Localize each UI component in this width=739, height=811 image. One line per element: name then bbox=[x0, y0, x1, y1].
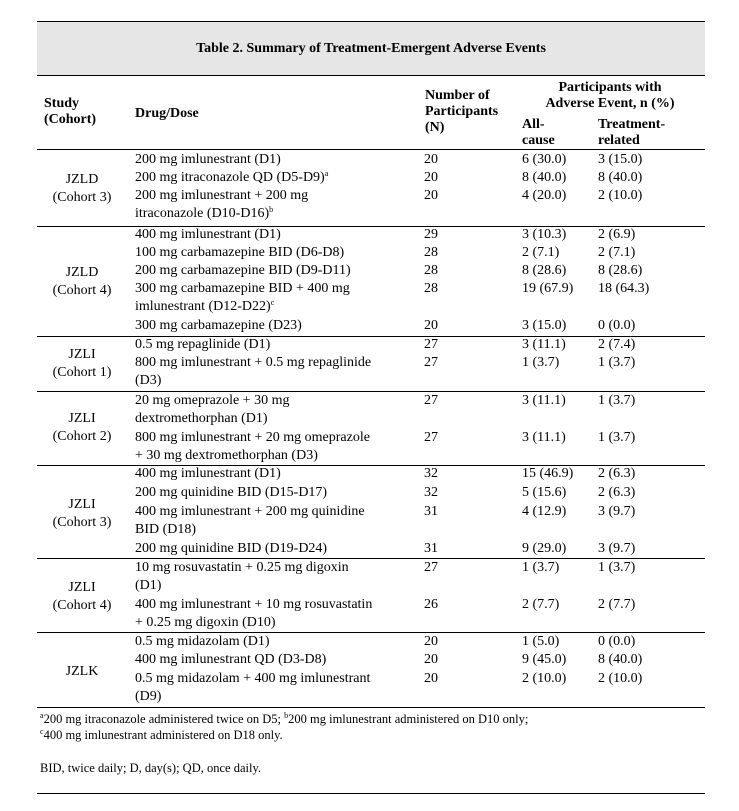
drug-dose-cell: 200 mg carbamazepine BID (D9-D11) bbox=[135, 263, 351, 278]
footnote-line-1: $^a$200 mg itraconazole administered twice on D5; $^b$200 mg imlunestrant administered on D10 only; bbox=[40, 711, 529, 726]
group-divider bbox=[37, 632, 705, 633]
participants-count-cell: 20 bbox=[424, 652, 438, 667]
drug-dose-cell: 200 mg itraconazole QD $(D5-D9)^a$ bbox=[135, 169, 329, 185]
all-cause-ae-cell: 15 (46.9) bbox=[522, 466, 574, 481]
all-cause-ae-cell: 1 (3.7) bbox=[522, 560, 560, 575]
drug-dose-cell-continued: BID (D18) bbox=[135, 522, 197, 537]
all-cause-ae-cell: 3 (11.1) bbox=[522, 337, 566, 352]
all-cause-ae-cell: 9 (29.0) bbox=[522, 541, 567, 556]
drug-dose-cell-continued: + 0.25 mg digoxin (D10) bbox=[135, 615, 276, 630]
treatment-related-ae-cell: 3 (9.7) bbox=[598, 504, 636, 519]
participants-count-cell: 27 bbox=[424, 337, 438, 352]
treatment-related-ae-cell: 3 (9.7) bbox=[598, 541, 636, 556]
study-cohort-label: JZLI (Cohort 1) bbox=[52, 347, 112, 380]
table-bottom-rule bbox=[37, 707, 705, 708]
drug-dose-cell: 200 mg quinidine BID (D19-D24) bbox=[135, 541, 328, 556]
drug-dose-cell: 400 mg imlunestrant + 10 mg rosuvastatin bbox=[135, 597, 373, 612]
treatment-related-ae-cell: 1 (3.7) bbox=[598, 430, 636, 445]
header-study: Study (Cohort) bbox=[44, 96, 97, 127]
all-cause-ae-cell: 2 (7.7) bbox=[522, 597, 560, 612]
drug-dose-cell: 800 mg imlunestrant + 20 mg omeprazole bbox=[135, 430, 370, 445]
treatment-related-ae-cell: 18 (64.3) bbox=[598, 281, 650, 296]
page-bottom-rule bbox=[37, 793, 705, 794]
drug-dose-cell: 300 mg carbamazepine (D23) bbox=[135, 318, 302, 333]
all-cause-ae-cell: 8 (28.6) bbox=[522, 263, 567, 278]
treatment-related-ae-cell: 8 (28.6) bbox=[598, 263, 643, 278]
drug-dose-cell: 300 mg carbamazepine BID + 400 mg bbox=[135, 281, 350, 296]
participants-count-cell: 20 bbox=[424, 318, 438, 333]
all-cause-ae-cell: 9 (45.0) bbox=[522, 652, 567, 667]
header-participants-with-ae: Participants with Adverse Event, n (%) bbox=[545, 80, 675, 111]
all-cause-ae-cell: 5 (15.6) bbox=[522, 485, 567, 500]
drug-dose-cell-continued: (D9) bbox=[135, 689, 162, 704]
study-cohort-label: JZLD (Cohort 4) bbox=[52, 265, 112, 298]
drug-dose-cell-continued: (D3) bbox=[135, 373, 162, 388]
participants-count-cell: 31 bbox=[424, 504, 438, 519]
participants-count-cell: 27 bbox=[424, 393, 438, 408]
all-cause-ae-cell: 8 (40.0) bbox=[522, 170, 567, 185]
drug-dose-cell-continued: dextromethorphan (D1) bbox=[135, 411, 268, 426]
treatment-related-ae-cell: 0 (0.0) bbox=[598, 634, 636, 649]
all-cause-ae-cell: 3 (10.3) bbox=[522, 227, 567, 242]
study-cohort-label: JZLI (Cohort 3) bbox=[52, 497, 112, 530]
treatment-related-ae-cell: 1 (3.7) bbox=[598, 393, 636, 408]
header-rule bbox=[37, 149, 705, 150]
footnote-line-2: $^c$400 mg imlunestrant administered on D18 only. bbox=[40, 727, 283, 742]
all-cause-ae-cell: 3 (15.0) bbox=[522, 318, 567, 333]
study-cohort-label: JZLI (Cohort 4) bbox=[52, 580, 112, 613]
participants-count-cell: 27 bbox=[424, 560, 438, 575]
all-cause-ae-cell: 4 (20.0) bbox=[522, 188, 567, 203]
header-treatment-related: Treatment- related bbox=[598, 117, 666, 148]
participants-count-cell: 32 bbox=[424, 485, 438, 500]
treatment-related-ae-cell: 0 (0.0) bbox=[598, 318, 636, 333]
drug-dose-cell-continued: + 30 mg dextromethorphan (D3) bbox=[135, 448, 318, 463]
drug-dose-cell-continued: (D1) bbox=[135, 578, 162, 593]
drug-dose-cell: 0.5 mg midazolam (D1) bbox=[135, 634, 270, 649]
treatment-related-ae-cell: 2 (6.3) bbox=[598, 466, 636, 481]
drug-dose-cell-continued: imlunestrant $(D12-D22)^c$ bbox=[135, 298, 275, 314]
treatment-related-ae-cell: 1 (3.7) bbox=[598, 560, 636, 575]
all-cause-ae-cell: 2 (10.0) bbox=[522, 671, 567, 686]
treatment-related-ae-cell: 2 (10.0) bbox=[598, 671, 643, 686]
participants-count-cell: 20 bbox=[424, 188, 438, 203]
header-all-cause: All- cause bbox=[522, 117, 555, 148]
treatment-related-ae-cell: 2 (7.1) bbox=[598, 245, 636, 260]
drug-dose-cell: 200 mg quinidine BID (D15-D17) bbox=[135, 485, 328, 500]
participants-count-cell: 31 bbox=[424, 541, 438, 556]
participants-count-cell: 28 bbox=[424, 281, 438, 296]
study-cohort-label: JZLI (Cohort 2) bbox=[52, 411, 112, 444]
treatment-related-ae-cell: 2 (6.3) bbox=[598, 485, 636, 500]
drug-dose-cell: 10 mg rosuvastatin + 0.25 mg digoxin bbox=[135, 560, 349, 575]
header-number-of-participants: Number of Participants (N) bbox=[425, 88, 499, 135]
participants-count-cell: 20 bbox=[424, 634, 438, 649]
all-cause-ae-cell: 2 (7.1) bbox=[522, 245, 560, 260]
drug-dose-cell: 100 mg carbamazepine BID (D6-D8) bbox=[135, 245, 345, 260]
treatment-related-ae-cell: 1 (3.7) bbox=[598, 355, 636, 370]
drug-dose-cell: 0.5 mg repaglinide (D1) bbox=[135, 337, 271, 352]
group-divider bbox=[37, 391, 705, 392]
all-cause-ae-cell: 1 (5.0) bbox=[522, 634, 560, 649]
all-cause-ae-cell: 3 (11.1) bbox=[522, 430, 566, 445]
drug-dose-cell: 0.5 mg midazolam + 400 mg imlunestrant bbox=[135, 671, 371, 686]
participants-count-cell: 28 bbox=[424, 263, 438, 278]
treatment-related-ae-cell: 2 (6.9) bbox=[598, 227, 636, 242]
all-cause-ae-cell: 4 (12.9) bbox=[522, 504, 567, 519]
table-title: Table 2. Summary of Treatment-Emergent Adverse Events bbox=[196, 41, 546, 56]
group-divider bbox=[37, 558, 705, 559]
treatment-related-ae-cell: 8 (40.0) bbox=[598, 170, 643, 185]
all-cause-ae-cell: 1 (3.7) bbox=[522, 355, 560, 370]
drug-dose-cell-continued: itraconazole $(D10-D16)^b$ bbox=[135, 205, 274, 221]
participants-count-cell: 29 bbox=[424, 227, 438, 242]
participants-count-cell: 20 bbox=[424, 152, 438, 167]
participants-count-cell: 32 bbox=[424, 466, 438, 481]
treatment-related-ae-cell: 3 (15.0) bbox=[598, 152, 643, 167]
participants-count-cell: 26 bbox=[424, 597, 438, 612]
drug-dose-cell: 20 mg omeprazole + 30 mg bbox=[135, 393, 290, 408]
study-cohort-label: JZLD (Cohort 3) bbox=[52, 172, 112, 205]
participants-count-cell: 28 bbox=[424, 245, 438, 260]
treatment-related-ae-cell: 2 (7.7) bbox=[598, 597, 636, 612]
drug-dose-cell: 400 mg imlunestrant + 200 mg quinidine bbox=[135, 504, 365, 519]
all-cause-ae-cell: 6 (30.0) bbox=[522, 152, 567, 167]
header-drug-dose: Drug/Dose bbox=[135, 106, 199, 121]
participants-count-cell: 27 bbox=[424, 430, 438, 445]
drug-dose-cell: 200 mg imlunestrant (D1) bbox=[135, 152, 281, 167]
drug-dose-cell: 800 mg imlunestrant + 0.5 mg repaglinide bbox=[135, 355, 372, 370]
abbreviations-note: BID, twice daily; D, day(s); QD, once daily. bbox=[40, 761, 262, 775]
participants-count-cell: 20 bbox=[424, 170, 438, 185]
participants-count-cell: 27 bbox=[424, 355, 438, 370]
drug-dose-cell: 400 mg imlunestrant (D1) bbox=[135, 466, 281, 481]
participants-count-cell: 20 bbox=[424, 671, 438, 686]
drug-dose-cell: 200 mg imlunestrant + 200 mg bbox=[135, 188, 309, 203]
all-cause-ae-cell: 3 (11.1) bbox=[522, 393, 566, 408]
all-cause-ae-cell: 19 (67.9) bbox=[522, 281, 574, 296]
drug-dose-cell: 400 mg imlunestrant QD (D3-D8) bbox=[135, 652, 327, 667]
treatment-related-ae-cell: 8 (40.0) bbox=[598, 652, 643, 667]
treatment-related-ae-cell: 2 (7.4) bbox=[598, 337, 636, 352]
table-title-band bbox=[37, 21, 705, 76]
study-cohort-label: JZLK bbox=[65, 664, 99, 679]
drug-dose-cell: 400 mg imlunestrant (D1) bbox=[135, 227, 281, 242]
treatment-related-ae-cell: 2 (10.0) bbox=[598, 188, 643, 203]
